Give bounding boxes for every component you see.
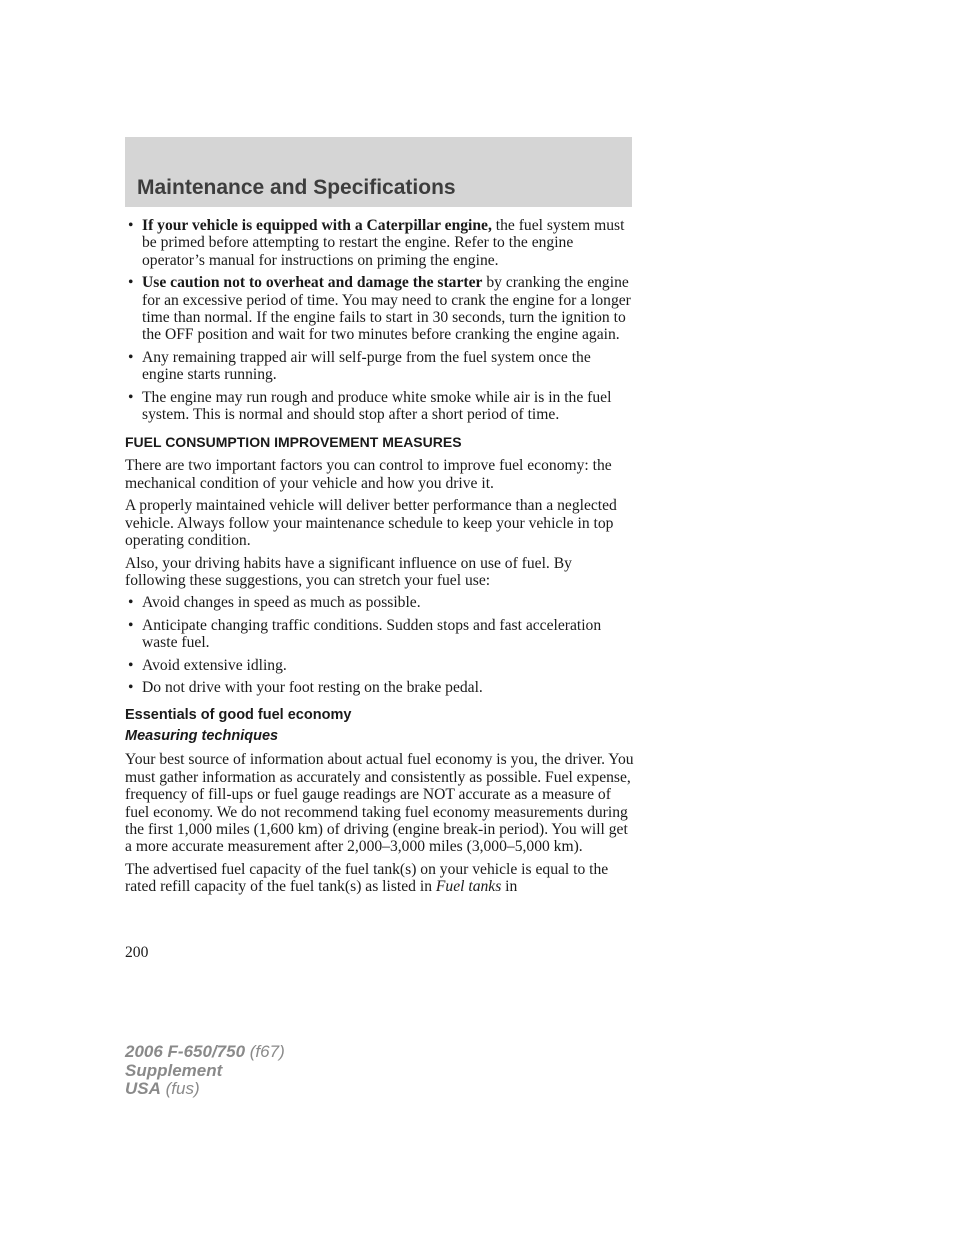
bullet-text: Do not drive with your foot resting on the brake pedal. xyxy=(142,678,483,696)
bullet-icon: • xyxy=(128,616,134,634)
document-footer xyxy=(125,1043,285,1099)
bullet-item xyxy=(125,679,635,696)
footer-line-model xyxy=(125,1043,285,1062)
footer-model-code: (f67) xyxy=(245,1042,285,1061)
section-heading: FUEL CONSUMPTION IMPROVEMENT MEASURES xyxy=(125,434,462,451)
subsubheading: Measuring techniques xyxy=(125,728,279,745)
footer-model: 2006 F-650/750 xyxy=(125,1042,246,1061)
cross-reference: Fuel tanks xyxy=(435,878,502,896)
footer-market-code: (fus) xyxy=(160,1079,200,1098)
paragraph: Your best source of information about actual fuel economy is you, the driver. You must gather information as accurately and consistently as possible. Fuel expense, frequency of fill-ups or fuel gauge readings are NOT accurate as a measure of fuel economy. We do not recommend taking fuel economy measurements during the first 1,000 miles (1,600 km) of driving (engine break-in period). You will get a more accurate measurement after 2,000–3,000 miles (3,000–5,000 km). xyxy=(125,751,634,856)
bullet-icon: • xyxy=(128,678,134,696)
bullet-icon: • xyxy=(128,594,134,612)
footer-line-market xyxy=(125,1080,285,1099)
bullet-text: the fuel system must be primed before attempting to restart the engine. Refer to the engine operator’s manual for instructions on priming the engine. xyxy=(142,217,625,269)
paragraph xyxy=(125,861,635,896)
paragraph: Also, your driving habits have a significant influence on use of fuel. By following these suggestions, you can stretch your fuel use: xyxy=(125,554,572,589)
bullet-icon: • xyxy=(128,656,134,674)
bullet-item xyxy=(125,349,635,384)
bullet-bold-text: If your vehicle is equipped with a Caterpillar engine, xyxy=(142,217,492,234)
bullet-item xyxy=(125,217,635,269)
bullet-text: The engine may run rough and produce white smoke while air is in the fuel system. This is normal and should stop after a short period of time. xyxy=(142,388,612,424)
bullet-item xyxy=(125,657,635,674)
section-title: Maintenance and Specifications xyxy=(137,176,456,199)
bullet-text: Any remaining trapped air will self-purge from the fuel system once the engine starts running. xyxy=(142,348,591,384)
paragraph-text-tail: in xyxy=(501,878,518,896)
bullet-item xyxy=(125,594,635,611)
footer-market: USA xyxy=(125,1079,161,1098)
bullet-bold-text: Use caution not to overheat and damage the starter xyxy=(142,274,483,292)
page-content xyxy=(125,217,635,901)
bullet-text: Anticipate changing traffic conditions. Sudden stops and fast acceleration waste fuel. xyxy=(142,616,602,652)
paragraph-text: The advertised fuel capacity of the fuel tank(s) on your vehicle is equal to the rated refill capacity of the fuel tank(s) as listed in xyxy=(125,860,609,896)
bullet-icon: • xyxy=(128,348,134,366)
subheading: Essentials of good fuel economy xyxy=(125,707,352,724)
bullet-item xyxy=(125,389,635,424)
section-header-band xyxy=(125,137,632,207)
bullet-text: by cranking the engine for an excessive period of time. You may need to crank the engine for a longer time than normal. If the engine fails to start in 30 seconds, turn the ignition to the OFF position and wait for two minutes before cranking the engine again. xyxy=(142,274,631,344)
bullet-icon: • xyxy=(128,274,134,292)
bullet-item xyxy=(125,617,635,652)
bullet-item xyxy=(125,274,635,344)
bullet-text: Avoid extensive idling. xyxy=(142,656,287,674)
paragraph: There are two important factors you can control to improve fuel economy: the mechanical condition of your vehicle and how you drive it. xyxy=(125,457,612,492)
bullet-text: Avoid changes in speed as much as possible. xyxy=(142,594,421,612)
paragraph: A properly maintained vehicle will deliver better performance than a neglected vehicle. Always follow your maintenance schedule to keep your vehicle in top operating condition. xyxy=(125,497,617,550)
bullet-icon: • xyxy=(128,217,134,234)
page-number: 200 xyxy=(125,944,149,961)
bullet-icon: • xyxy=(128,388,134,406)
footer-line-supplement: Supplement xyxy=(125,1060,223,1080)
